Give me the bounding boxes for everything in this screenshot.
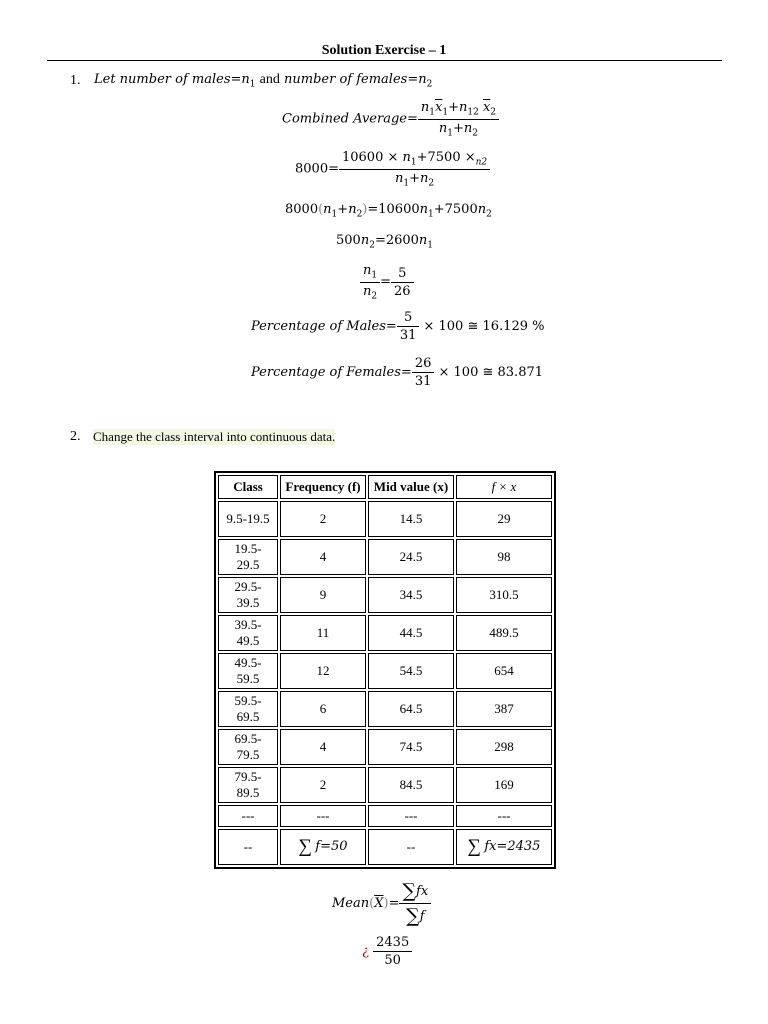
table-row (218, 539, 552, 575)
percent-males-label: Percentage of Males (251, 319, 386, 334)
page-title: Solution Exercise – 1 (321, 43, 447, 58)
title-underline (47, 60, 722, 61)
q1-number: 1. (70, 73, 81, 88)
frequency-cell: --- (280, 805, 366, 827)
fx-cell: 98 (456, 539, 552, 575)
mid-value-cell: 44.5 (368, 615, 454, 651)
mean-denominator: 50 (384, 953, 401, 968)
table-row (218, 729, 552, 765)
fx-cell: 169 (456, 767, 552, 803)
frequency-cell: 4 (280, 539, 366, 575)
class-cell: 39.5- 49.5 (218, 615, 278, 651)
and-word: and (259, 72, 280, 87)
table-row (218, 577, 552, 613)
total-fx: fx=2435 (484, 839, 541, 854)
fx-cell: 310.5 (456, 577, 552, 613)
frequency-cell: 12 (280, 653, 366, 689)
total-mid: -- (368, 829, 454, 865)
class-cell: 9.5-19.5 (218, 501, 278, 537)
mean-label: Mean (332, 896, 370, 911)
class-cell: 79.5- 89.5 (218, 767, 278, 803)
sigma-symbol: ∑ (298, 836, 313, 857)
total-frequency-cell (280, 829, 366, 865)
sigma-symbol: ∑ (467, 836, 482, 857)
mean-numerator: 2435 (373, 935, 412, 952)
table-row (218, 805, 552, 827)
header-mid-value: Mid value (x) (368, 475, 454, 499)
frequency-table (214, 471, 556, 869)
equation-500: $500n_2=2600n_1$ (336, 233, 434, 251)
artifact-char: ¿ (362, 944, 369, 959)
mid-value-cell: 14.5 (368, 501, 454, 537)
total-frequency: f=50 (315, 839, 348, 854)
percent-females-result: 83.871 (497, 365, 544, 380)
mean-formula: $Mean(\overline{X})=$ $\frac{\sum fx}{\sum f}$ (332, 880, 431, 927)
fx-cell: 654 (456, 653, 552, 689)
mid-value-cell: 54.5 (368, 653, 454, 689)
mid-value-cell: 34.5 (368, 577, 454, 613)
table-row (218, 653, 552, 689)
mid-value-cell: 84.5 (368, 767, 454, 803)
females-phrase: number of females (284, 72, 408, 87)
combined-average-equation: Combined Average= $\frac{n_1\overline{x}_1+n_{12} \overline{x}_2}{n_1+n_2}$ (282, 100, 499, 138)
table-row (218, 767, 552, 803)
percent-females-equation: Percentage of Females= $\frac{26}{31}$ × 100 ≅ 83.871 (251, 356, 544, 389)
table-total-row (218, 829, 552, 865)
percent-males-result: 16.129 % (482, 319, 545, 334)
frequency-cell: 6 (280, 691, 366, 727)
percent-females-label: Percentage of Females (251, 365, 401, 380)
fx-cell: --- (456, 805, 552, 827)
males-phrase: Let number of males (94, 72, 231, 87)
class-cell: 59.5- 69.5 (218, 691, 278, 727)
fx-cell: 387 (456, 691, 552, 727)
frequency-cell: 2 (280, 767, 366, 803)
mid-value-cell: --- (368, 805, 454, 827)
class-cell: --- (218, 805, 278, 827)
equation-expanded: $8000(n_1+n_2)=10600n_1+7500n_2$ (285, 202, 492, 220)
equation-8000: 8000= $\frac{10600 \times n_1+7500 \times_{n2}}{n_1+n_2}$ (295, 150, 490, 188)
fx-cell: 29 (456, 501, 552, 537)
mean-result (362, 935, 412, 968)
class-cell: 69.5- 79.5 (218, 729, 278, 765)
class-cell: 29.5- 39.5 (218, 577, 278, 613)
fx-cell: 489.5 (456, 615, 552, 651)
equation-ratio: $\frac{n_1}{n_2}$ = $\frac{5}{26}$ (360, 263, 414, 301)
mid-value-cell: 64.5 (368, 691, 454, 727)
table-row (218, 615, 552, 651)
total-class: -- (218, 829, 278, 865)
mid-value-cell: 74.5 (368, 729, 454, 765)
table-row (218, 501, 552, 537)
fx-cell: 298 (456, 729, 552, 765)
q2-instruction: Change the class interval into continuous data. (93, 429, 336, 444)
class-cell: 19.5- 29.5 (218, 539, 278, 575)
table-header-row (218, 475, 552, 499)
header-frequency: Frequency (f) (280, 475, 366, 499)
table-row (218, 691, 552, 727)
header-class: Class (218, 475, 278, 499)
combined-average-label: Combined Average (282, 111, 407, 127)
q2-number: 2. (70, 429, 81, 444)
percent-males-equation: Percentage of Males= $\frac{5}{31}$ × 100 ≅ 16.129 % (251, 310, 545, 343)
header-fx: f × x (456, 475, 552, 499)
class-cell: 49.5- 59.5 (218, 653, 278, 689)
frequency-cell: 2 (280, 501, 366, 537)
mid-value-cell: 24.5 (368, 539, 454, 575)
frequency-cell: 9 (280, 577, 366, 613)
q1-intro: Let number of $males=n_1$ and number of $females=n_2$ (94, 72, 433, 90)
total-fx-cell (456, 829, 552, 865)
frequency-cell: 4 (280, 729, 366, 765)
frequency-cell: 11 (280, 615, 366, 651)
